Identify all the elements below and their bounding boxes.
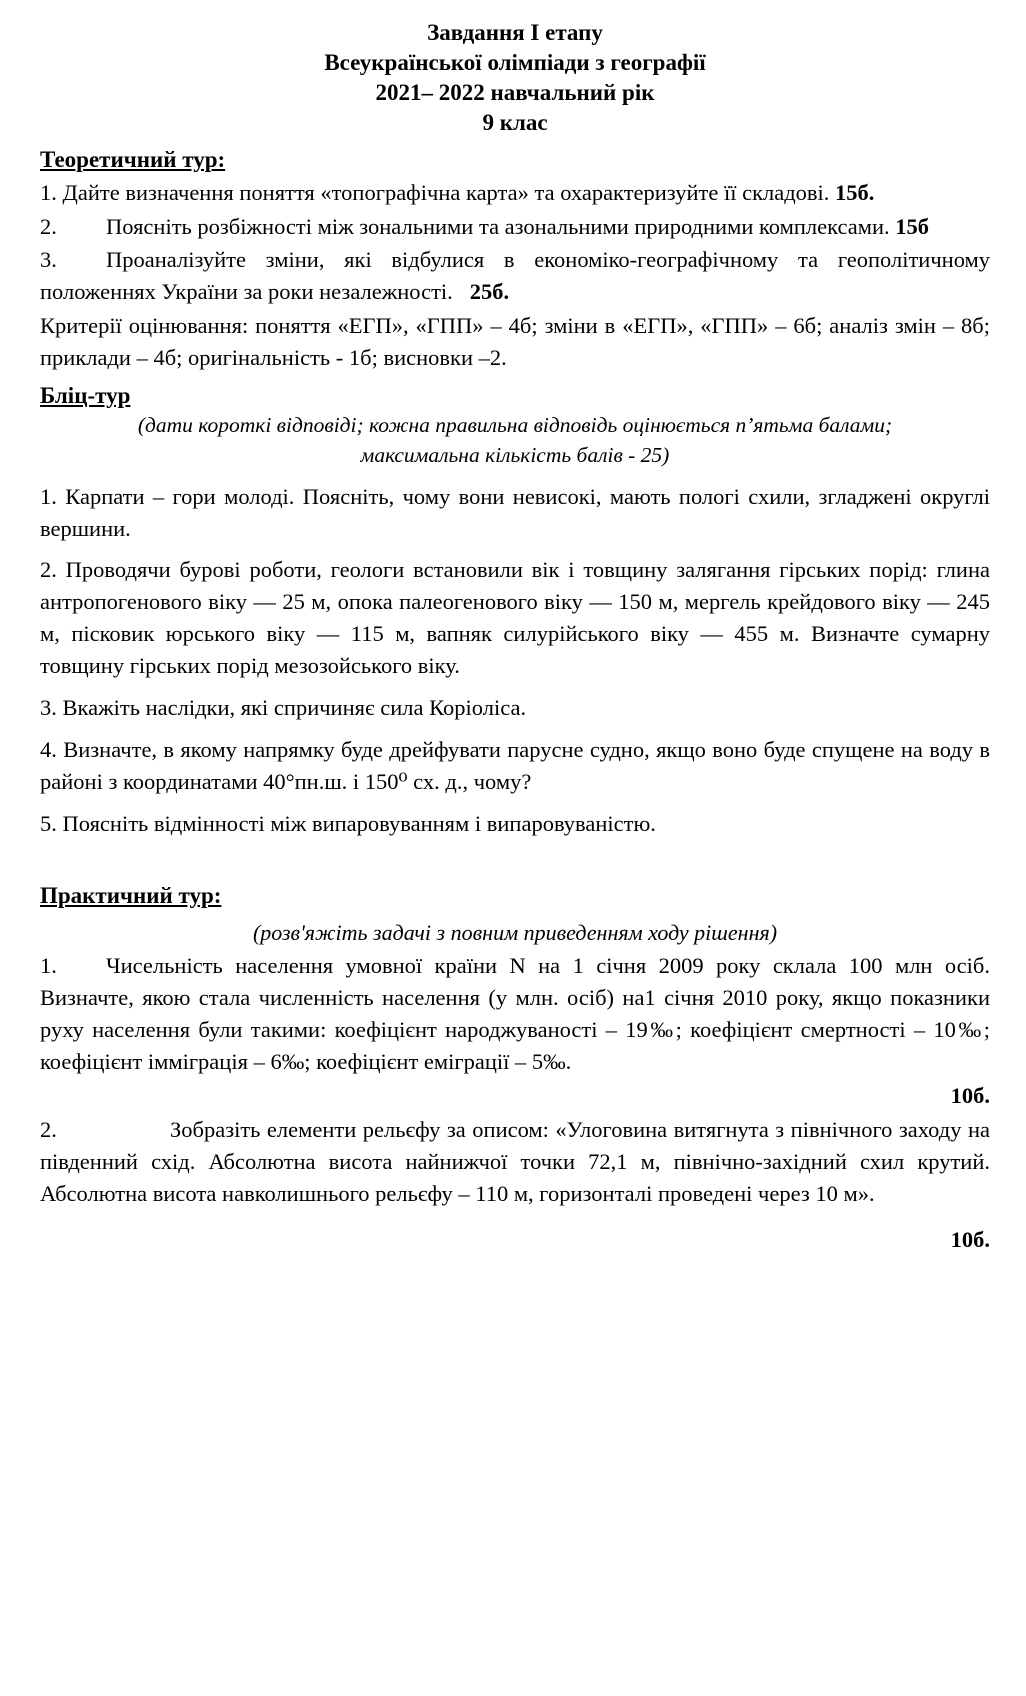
practical-task-1-score: 10б.	[950, 1083, 990, 1108]
blitz-question-2: 2. Проводячи бурові роботи, геологи встановили вік і товщину залягання гірських порід: глина антропогенового віку — 25 м, опока палеогенового віку — 150 м, мергель крейдового віку — 245 м, пісковик юрського віку — 115 м, вапняк силурійського віку — 455 м. Визначте сумарну товщину гірських порід мезозойського віку.	[40, 557, 990, 679]
practical-task-2-number: 2.	[40, 1116, 57, 1142]
theory-question-2-number: 2.	[40, 213, 57, 239]
practical-task-1	[40, 950, 990, 1078]
theory-question-3	[40, 244, 990, 308]
blitz-intro-line-1: (дати короткі відповіді; кожна правильна відповідь оцінюється п’ятьма балами;	[137, 413, 893, 438]
theory-question-1	[40, 177, 990, 209]
theory-section-heading: Теоретичний тур:	[40, 146, 226, 172]
title-line-1: Завдання І етапу	[427, 20, 603, 45]
practical-task-2	[40, 1114, 990, 1210]
title-line-4: 9 клас	[482, 109, 548, 135]
theory-question-2-text: Поясніть розбіжності між зональними та азональними природними комплексами.	[106, 213, 890, 239]
theory-question-2-score: 15б	[895, 213, 929, 239]
document-title	[40, 18, 990, 138]
practical-section-heading: Практичний тур:	[40, 882, 222, 908]
blitz-question-3: 3. Вкажіть наслідки, які спричиняє сила Коріоліса.	[40, 695, 527, 721]
blitz-question-4: 4. Визначте, в якому напрямку буде дрейфувати парусне судно, якщо воно буде спущене на воду в районі з координатами 40°пн.ш. і 150⁰ сх. д., чому?	[40, 737, 990, 795]
theory-question-3-score: 25б.	[469, 279, 510, 305]
blitz-question-5: 5. Поясніть відмінності між випаровуванням і випаровуваністю.	[40, 811, 656, 837]
blitz-intro-line-2: максимальна кількість балів - 25)	[360, 442, 670, 467]
title-line-3: 2021– 2022 навчальний рік	[375, 79, 655, 105]
theory-question-1-text: 1. Дайте визначення поняття «топографічна карта» та охарактеризуйте її складові.	[40, 179, 830, 205]
practical-task-2-score: 10б.	[950, 1226, 990, 1252]
theory-question-3-text: Проаналізуйте зміни, які відбулися в економіко-географічному та геополітичному положеннях України за роки незалежності.	[40, 247, 990, 305]
theory-question-2	[40, 211, 990, 243]
title-line-2: Всеукраїнської олімпіади з географії	[324, 49, 706, 75]
practical-task-1-number: 1.	[40, 953, 57, 979]
blitz-question-1: 1. Карпати – гори молоді. Поясніть, чому вони невисокі, мають пологі схили, згладжені округлі вершини.	[40, 483, 990, 541]
theory-question-1-score: 15б.	[835, 179, 875, 205]
practical-intro: (розв'яжіть задачі з повним приведенням ходу рішення)	[252, 920, 778, 946]
theory-question-3-number: 3.	[40, 247, 57, 273]
practical-task-2-text: Зобразіть елементи рельєфу за описом: «Улоговина витягнута з північного заходу на південний схід. Абсолютна висота найнижчої точки 72,1 м, північно-західний схил крутий. Абсолютна висота навколишнього рельєфу – 110 м, горизонталі проведені через 10 м».	[40, 1116, 990, 1206]
blitz-section-heading: Бліц-тур	[40, 383, 131, 409]
practical-task-1-text: Чисельність населення умовної країни N на 1 січня 2009 року склала 100 млн осіб. Визначте, якою стала численність населення (у млн. осіб) на1 січня 2010 року, якщо показники руху населення були такими: коефіцієнт народжуваності – 19‰; коефіцієнт смертності – 10‰; коефіцієнт імміграція – 6‰; коефіцієнт еміграції – 5‰.	[40, 953, 990, 1075]
theory-criteria: Критерії оцінювання: поняття «ЕГП», «ГПП» – 4б; зміни в «ЕГП», «ГПП» – 6б; аналіз змін – 8б; приклади – 4б; оригінальність - 1б; висновки –2.	[40, 313, 990, 371]
